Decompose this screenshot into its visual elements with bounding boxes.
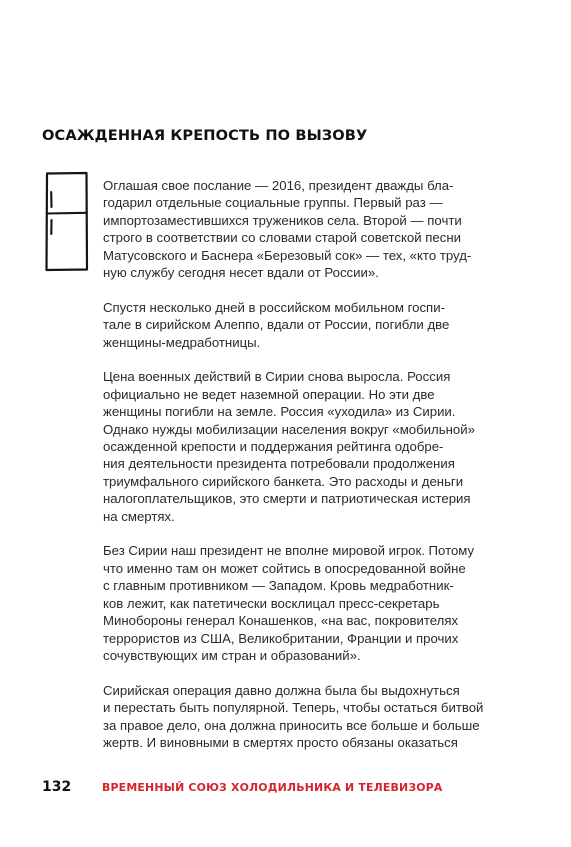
- section-heading: ОСАЖДЕННАЯ КРЕПОСТЬ ПО ВЫЗОВУ: [42, 127, 368, 144]
- text-line: триумфального сирийского банкета. Это расходы и деньги: [103, 473, 464, 489]
- text-line: женщины-медработницы.: [103, 334, 261, 350]
- running-footer-title: ВРЕМЕННЫЙ СОЮЗ ХОЛОДИЛЬНИКА И ТЕЛЕВИЗОРА: [102, 781, 443, 794]
- text-line: женщины погибли на земле. Россия «уходила» из Сирии.: [103, 404, 456, 420]
- text-line: годарил отдельные социальные группы. Первый раз —: [103, 195, 443, 211]
- text-line: ную службу сегодня несет вдали от России».: [103, 265, 379, 281]
- text-line: ков лежит, как патетически восклицал пресс-секретарь: [103, 595, 440, 611]
- text-line: сочувствующих им стран и образований».: [103, 647, 361, 663]
- text-line: Однако нужды мобилизации населения вокруг «мобильной»: [103, 421, 475, 437]
- paragraph: [103, 368, 543, 525]
- text-line: Минобороны генерал Конашенков, «на вас, покровителях: [103, 613, 459, 629]
- text-line: ния деятельности президента потребовали продолжения: [103, 456, 455, 472]
- text-line: Цена военных действий в Сирии снова выросла. Россия: [103, 369, 451, 385]
- text-line: Матусовского и Баснера «Березовый сок» — тех, «кто труд-: [103, 247, 472, 263]
- paragraph: [103, 682, 543, 752]
- text-line: за правое дело, она должна приносить все больше и больше: [103, 717, 480, 733]
- text-line: Сирийская операция давно должна была бы выдохнуться: [103, 682, 460, 698]
- paragraph: [103, 542, 543, 664]
- body-text: [103, 177, 543, 769]
- text-line: террористов из США, Великобритании, Франции и прочих: [103, 630, 459, 646]
- fridge-icon: [44, 171, 90, 272]
- text-line: Спустя несколько дней в российском мобильном госпи-: [103, 299, 445, 315]
- text-line: жертв. И виновными в смертях просто обязаны оказаться: [103, 734, 458, 750]
- text-line: налогоплательщиков, это смерти и патриотическая истерия: [103, 491, 471, 507]
- text-line: импортозаместившихся тружеников села. Второй — почти: [103, 212, 462, 228]
- text-line: строго в соответствии со словами старой советской песни: [103, 230, 461, 246]
- paragraph: [103, 177, 543, 281]
- text-line: и перестать быть популярной. Теперь, чтобы остаться битвой: [103, 700, 484, 716]
- text-line: с главным противником — Западом. Кровь медработник-: [103, 578, 454, 594]
- text-line: на смертях.: [103, 508, 175, 524]
- text-line: тале в сирийском Алеппо, вдали от России, погибли две: [103, 317, 450, 333]
- page-number: 132: [42, 779, 72, 795]
- text-line: Без Сирии наш президент не вполне мировой игрок. Потому: [103, 543, 475, 559]
- text-line: что именно там он может сойтись в опосредованной войне: [103, 560, 466, 576]
- text-line: официально не ведет наземной операции. Но эти две: [103, 386, 435, 402]
- text-line: Оглашая свое послание — 2016, президент дважды бла-: [103, 178, 454, 193]
- text-line: осажденной крепости и поддержания рейтинга одобре-: [103, 439, 444, 455]
- paragraph: [103, 299, 543, 351]
